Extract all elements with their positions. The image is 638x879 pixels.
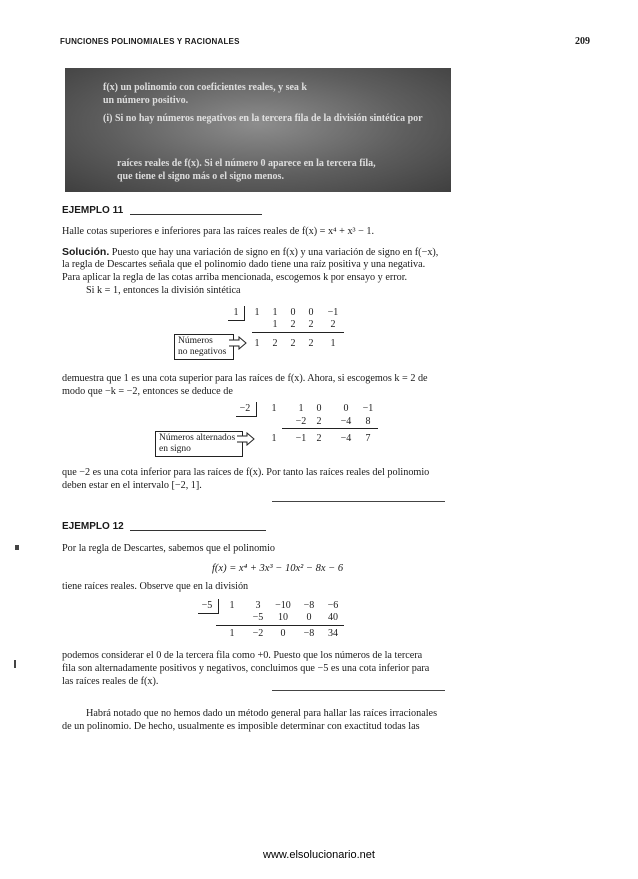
product: 2 — [308, 319, 314, 330]
theorem-line: un número positivo. — [103, 95, 189, 106]
arrow-icon — [236, 432, 256, 446]
coef: 0 — [308, 307, 314, 318]
arrow-icon — [228, 336, 248, 350]
coef: 1 — [272, 307, 278, 318]
heading-rule — [130, 214, 262, 215]
end-of-example-rule — [272, 501, 445, 502]
label-line: no negativos — [178, 347, 227, 357]
label-line: Números alternados — [159, 433, 236, 443]
product: 40 — [328, 612, 338, 623]
result: 2 — [272, 338, 278, 349]
mid-line-2: modo que −k = −2, entonces se deduce de — [62, 386, 233, 397]
divisor: −5 — [201, 600, 213, 611]
solution-label: Solución. — [62, 246, 110, 258]
result: −8 — [303, 628, 315, 639]
polynomial-equation: f(x) = x⁴ + 3x³ − 10x² − 8x − 6 — [212, 563, 344, 574]
divisor-bar — [218, 599, 219, 614]
ex12-end-line-1: podemos considerar el 0 de la tercera fila como +0. Puesto que los números de la tercera — [62, 650, 423, 661]
product: −2 — [295, 416, 307, 427]
solution-line-2: la regla de Descartes señala que el polinomio dado tiene una raíz positiva y una negativa. — [62, 259, 426, 270]
coef: −6 — [327, 600, 339, 611]
divisor: −2 — [239, 403, 251, 414]
closing-line-1: Habrá notado que no hemos dado un método general para hallar las raíces irracionales — [86, 708, 438, 719]
result: 2 — [290, 338, 296, 349]
end-line-2: deben estar en el intervalo [−2, 1]. — [62, 480, 202, 491]
product: −5 — [252, 612, 264, 623]
label-box-nonnegative — [174, 334, 234, 360]
theorem-line: (i) Si no hay números negativos en la tercera fila de la división sintética por — [103, 113, 423, 124]
result: 34 — [328, 628, 338, 639]
result: 1 — [254, 338, 260, 349]
divisor: 1 — [233, 307, 239, 318]
product: 2 — [316, 416, 322, 427]
product: 1 — [272, 319, 278, 330]
example-11-statement: Halle cotas superiores e inferiores para las raíces reales de f(x) = x⁴ + x³ − 1. — [62, 226, 375, 237]
result: −1 — [295, 433, 307, 444]
running-header-title: FUNCIONES POLINOMIALES Y RACIONALES — [60, 37, 240, 46]
result: 1 — [229, 628, 235, 639]
mid-line-1: demuestra que 1 es una cota superior para las raíces de f(x). Ahora, si escogemos k = 2 de — [62, 373, 428, 384]
coef: −10 — [275, 600, 291, 611]
label-line: Números — [178, 336, 213, 346]
divisor-underline — [228, 320, 244, 321]
theorem-line: que tiene el signo más o el signo menos. — [117, 171, 284, 182]
solution-line-4: Si k = 1, entonces la división sintética — [86, 285, 241, 296]
scan-speck — [14, 660, 16, 668]
result: 0 — [280, 628, 286, 639]
solution-text: Puesto que hay una variación de signo en f(x) y una variación de signo en f(−x), — [111, 247, 439, 258]
coef: 3 — [255, 600, 261, 611]
theorem-box — [65, 68, 451, 192]
end-line-1: que −2 es una cota inferior para las raíces de f(x). Por tanto las raíces reales del polinomio — [62, 467, 430, 478]
coef: 0 — [343, 403, 349, 414]
coef: 1 — [271, 403, 277, 414]
example-12-after-eq: tiene raíces reales. Observe que en la división — [62, 581, 249, 592]
sum-rule — [252, 332, 344, 333]
sum-rule — [216, 625, 344, 626]
heading-rule — [130, 530, 266, 531]
sum-rule — [282, 428, 378, 429]
end-of-example-rule — [272, 690, 445, 691]
example-12-intro: Por la regla de Descartes, sabemos que el polinomio — [62, 543, 276, 554]
result: 2 — [308, 338, 314, 349]
result: 1 — [330, 338, 336, 349]
coef: 0 — [290, 307, 296, 318]
coef: −8 — [303, 600, 315, 611]
coef: 1 — [254, 307, 260, 318]
result: 1 — [271, 433, 277, 444]
coef: 1 — [229, 600, 235, 611]
page-number: 209 — [575, 36, 590, 47]
theorem-line: f(x) un polinomio con coeficientes reales, y sea k — [103, 82, 307, 93]
footer-url: www.elsolucionario.net — [263, 849, 375, 861]
coef: −1 — [327, 307, 339, 318]
result: −4 — [340, 433, 352, 444]
coef: −1 — [362, 403, 374, 414]
product: 2 — [330, 319, 336, 330]
closing-line-2: de un polinomio. De hecho, usualmente es imposible determinar con exactitud todas las — [62, 721, 420, 732]
product: −4 — [340, 416, 352, 427]
divisor-bar — [244, 306, 245, 321]
product: 0 — [306, 612, 312, 623]
divisor-underline — [198, 613, 218, 614]
product: 8 — [365, 416, 371, 427]
example-11-heading: EJEMPLO 11 — [62, 205, 124, 216]
ex12-end-line-3: las raíces reales de f(x). — [62, 676, 159, 687]
theorem-line: raíces reales de f(x). Si el número 0 aparece en la tercera fila, — [117, 158, 376, 169]
product: 2 — [290, 319, 296, 330]
divisor-bar — [256, 402, 257, 417]
result: 2 — [316, 433, 322, 444]
example-12-heading: EJEMPLO 12 — [62, 521, 124, 532]
scan-speck — [15, 545, 19, 550]
coef: 0 — [316, 403, 322, 414]
result: 7 — [365, 433, 371, 444]
solution-line-1 — [62, 246, 438, 260]
product: 10 — [278, 612, 288, 623]
divisor-underline — [236, 416, 256, 417]
solution-line-3: Para aplicar la regla de las cotas arriba mencionada, escogemos k por ensayo y error. — [62, 272, 408, 283]
ex12-end-line-2: fila son alternadamente positivos y negativos, concluimos que −5 es una cota inferior para — [62, 663, 430, 674]
label-box-alternating — [155, 431, 243, 457]
result: −2 — [252, 628, 264, 639]
label-line: en signo — [159, 444, 191, 454]
coef: 1 — [298, 403, 304, 414]
